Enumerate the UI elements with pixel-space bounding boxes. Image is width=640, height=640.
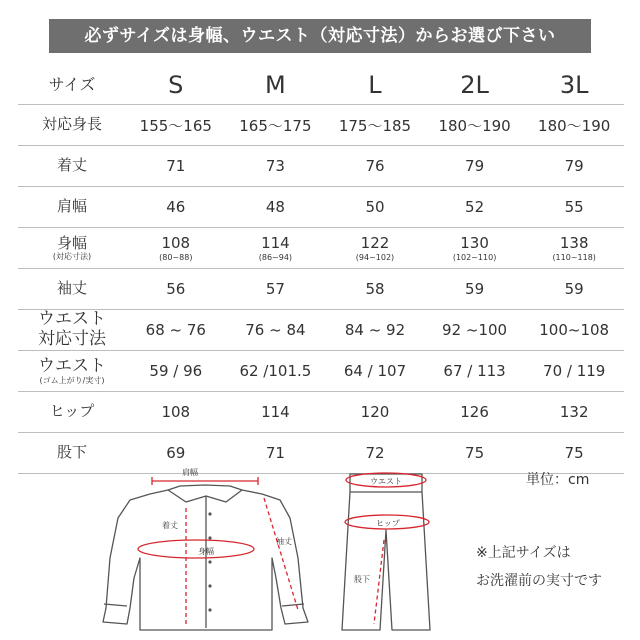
length-label: 着丈 xyxy=(162,521,178,530)
table-cell: 52 xyxy=(425,187,525,228)
chest-measure-ellipse xyxy=(138,540,254,558)
table-cell: 75 xyxy=(524,433,624,474)
table-cell: 180～190 xyxy=(524,105,624,146)
table-cell: 55 xyxy=(524,187,624,228)
row-label-hip: ヒップ xyxy=(18,392,126,433)
row-label-height: 対応身長 xyxy=(18,105,126,146)
row-label-chest xyxy=(18,228,126,269)
table-row xyxy=(18,269,624,310)
row-label-waist-fit xyxy=(18,310,126,351)
notice-banner: 必ずサイズは身幅、ウエスト（対応寸法）からお選び下さい xyxy=(49,19,591,53)
table-cell: 71 xyxy=(226,433,326,474)
table-cell: 59 xyxy=(524,269,624,310)
pants-illustration xyxy=(342,474,430,630)
row-label-chest-text: 身幅 xyxy=(56,233,87,252)
shirt-buttons xyxy=(208,512,211,611)
hip-label: ヒップ xyxy=(376,519,400,528)
sleeve-measure-line xyxy=(264,498,298,610)
size-header-m: M xyxy=(226,66,326,105)
size-header-3l: 3L xyxy=(524,66,624,105)
size-header-row xyxy=(18,66,624,105)
collar-icon xyxy=(168,485,242,502)
table-cell: 46 xyxy=(126,187,226,228)
table-row xyxy=(18,187,624,228)
row-label-waist-actual-text: ウエスト xyxy=(38,355,106,376)
table-cell: 155～165 xyxy=(126,105,226,146)
row-label-inseam: 股下 xyxy=(18,433,126,474)
table-cell: 57 xyxy=(226,269,326,310)
pants-outline-icon xyxy=(342,474,430,630)
chest-label: 身幅 xyxy=(198,547,214,556)
table-cell: 76 ~ 84 xyxy=(226,310,326,351)
size-header-2l: 2L xyxy=(425,66,525,105)
table-cell: 79 xyxy=(425,146,525,187)
table-row xyxy=(18,228,624,269)
table-cell xyxy=(226,228,326,269)
table-cell: 108 xyxy=(126,392,226,433)
table-cell: 58 xyxy=(325,269,425,310)
table-cell: 73 xyxy=(226,146,326,187)
table-cell xyxy=(425,228,525,269)
cell-value: 122 xyxy=(360,234,390,252)
table-row xyxy=(18,310,624,351)
table-cell: 62 /101.5 xyxy=(226,351,326,392)
table-cell: 64 / 107 xyxy=(325,351,425,392)
table-cell: 67 / 113 xyxy=(425,351,525,392)
table-cell: 132 xyxy=(524,392,624,433)
row-label-shoulder: 肩幅 xyxy=(18,187,126,228)
table-cell: 92 ~100 xyxy=(425,310,525,351)
table-cell: 50 xyxy=(325,187,425,228)
table-cell: 79 xyxy=(524,146,624,187)
table-cell xyxy=(524,228,624,269)
table-cell: 72 xyxy=(325,433,425,474)
size-note-line2: お洗濯前の実寸です xyxy=(476,573,602,589)
table-cell xyxy=(126,228,226,269)
size-note xyxy=(476,539,602,595)
table-cell: 76 xyxy=(325,146,425,187)
row-label-chest-note: (対応寸法) xyxy=(52,252,92,262)
unit-label: 単位：cm xyxy=(526,472,590,488)
cell-subvalue: (86~94) xyxy=(258,253,293,262)
table-cell: 71 xyxy=(126,146,226,187)
table-cell: 59 / 96 xyxy=(126,351,226,392)
table-cell: 59 xyxy=(425,269,525,310)
row-label-length: 着丈 xyxy=(18,146,126,187)
table-cell: 175～185 xyxy=(325,105,425,146)
waist-label: ウエスト xyxy=(370,477,402,486)
size-header-label: サイズ xyxy=(18,66,126,105)
row-label-waist-actual-note: (ゴム上がり/実寸) xyxy=(39,376,105,386)
cell-value: 114 xyxy=(261,234,290,252)
cell-subvalue: (110~118) xyxy=(552,253,596,262)
table-cell: 114 xyxy=(226,392,326,433)
size-header-l: L xyxy=(325,66,425,105)
table-cell xyxy=(325,228,425,269)
row-label-waist-fit-line1: ウエスト xyxy=(38,309,106,330)
table-row xyxy=(18,392,624,433)
table-cell: 126 xyxy=(425,392,525,433)
cell-value: 138 xyxy=(559,234,589,252)
table-cell: 48 xyxy=(226,187,326,228)
inseam-label: 股下 xyxy=(354,575,370,584)
table-cell: 56 xyxy=(126,269,226,310)
cell-subvalue: (80~88) xyxy=(159,253,193,262)
table-row xyxy=(18,351,624,392)
row-label-sleeve: 袖丈 xyxy=(18,269,126,310)
cell-subvalue: (102~110) xyxy=(452,253,497,262)
size-note-line1: ※上記サイズは xyxy=(476,545,571,561)
table-cell: 69 xyxy=(126,433,226,474)
shoulder-label: 肩幅 xyxy=(182,468,198,477)
table-cell: 84 ~ 92 xyxy=(325,310,425,351)
cell-value: 130 xyxy=(460,234,489,252)
row-label-waist-actual xyxy=(18,351,126,392)
sleeve-label: 袖丈 xyxy=(276,537,292,546)
table-cell: 120 xyxy=(325,392,425,433)
size-header-s: S xyxy=(126,66,226,105)
table-cell: 100~108 xyxy=(524,310,624,351)
table-cell: 75 xyxy=(425,433,525,474)
row-label-waist-fit-line2: 対応寸法 xyxy=(38,329,106,349)
table-row xyxy=(18,146,624,187)
table-cell: 165～175 xyxy=(226,105,326,146)
table-cell: 68 ~ 76 xyxy=(126,310,226,351)
table-row xyxy=(18,105,624,146)
size-chart-table xyxy=(18,66,624,474)
table-cell: 70 / 119 xyxy=(524,351,624,392)
cell-value: 108 xyxy=(161,234,191,252)
cell-subvalue: (94~102) xyxy=(355,253,395,262)
cuff-lines xyxy=(104,604,304,606)
table-cell: 180～190 xyxy=(425,105,525,146)
